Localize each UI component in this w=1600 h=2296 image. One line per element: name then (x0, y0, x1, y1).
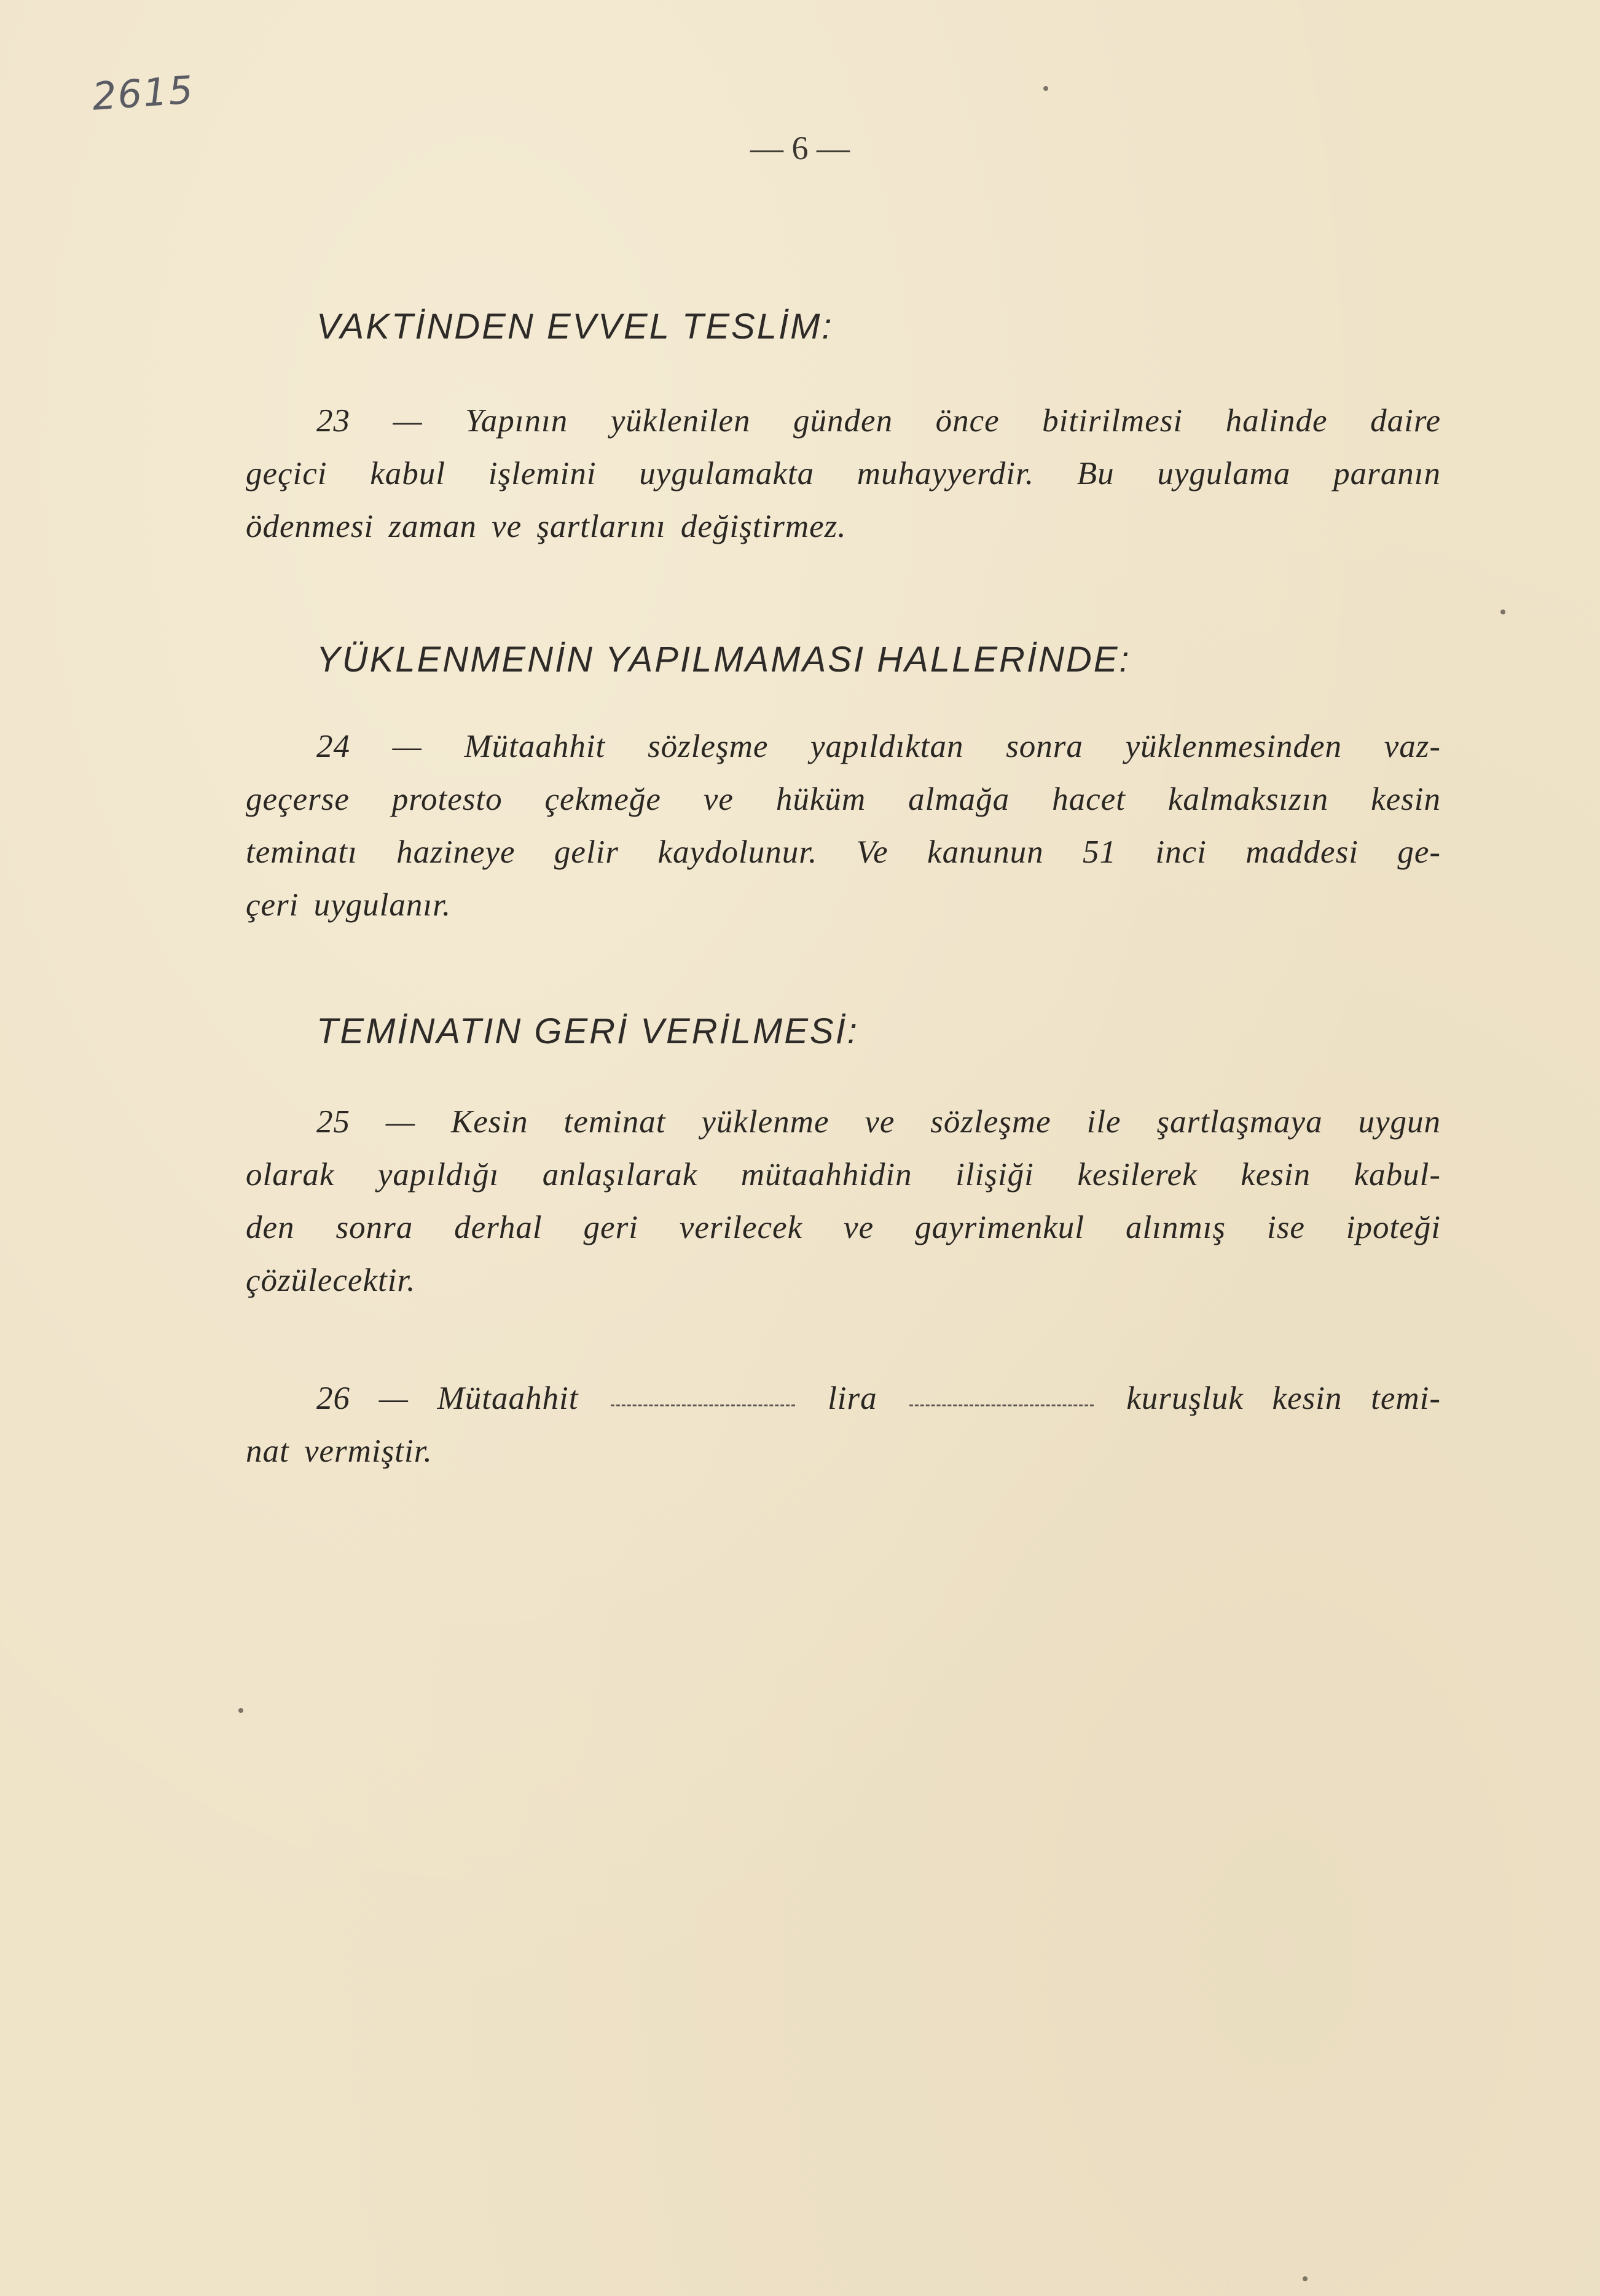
section-heading-guarantee-return: TEMİNATIN GERİ VERİLMESİ: (316, 1011, 859, 1051)
paragraph-line: 25 — Kesin teminat yüklenme ve sözleşme ile şartlaşmaya uygun (316, 1104, 1441, 1140)
paragraph-line: teminatı hazineye gelir kaydolunur. Ve kanunun 51 inci maddesi ge- (246, 834, 1441, 870)
paragraph-line: den sonra derhal geri verilecek ve gayrimenkul alınmış ise ipoteği (246, 1210, 1441, 1245)
article-23-paragraph (246, 394, 1441, 553)
article-24-paragraph (246, 720, 1441, 931)
paper-speck (1500, 609, 1505, 614)
page-number: — 6 — (750, 130, 850, 167)
section-heading-non-performance: YÜKLENMENİN YAPILMAMASI HALLERİNDE: (316, 640, 1131, 680)
paragraph-line: çeri uygulanır. (246, 887, 452, 923)
paragraph-line: geçerse protesto çekmeğe ve hüküm almağa hacet kalmaksızın kesin (246, 782, 1441, 817)
handwritten-archive-number: 2615 (90, 67, 196, 119)
section-heading-early-delivery: VAKTİNDEN EVVEL TESLİM: (316, 307, 834, 347)
paragraph-line: 23 — Yapının yüklenilen günden önce bitirilmesi halinde daire (316, 403, 1441, 439)
article-25-paragraph (246, 1095, 1441, 1307)
article-26-part3: kuruşluk kesin temi- (1126, 1381, 1441, 1416)
paper-speck (238, 1708, 243, 1713)
fill-in-blank-lira (611, 1396, 795, 1406)
paragraph-line: geçici kabul işlemini uygulamakta muhayyerdir. Bu uygulama paranın (246, 456, 1441, 492)
paragraph-line: ödenmesi zaman ve şartlarını değiştirmez. (246, 509, 847, 544)
article-26-part1: 26 — Mütaahhit (316, 1381, 579, 1416)
article-26-paragraph (246, 1372, 1441, 1478)
paragraph-line: çözülecektir. (246, 1263, 416, 1298)
paper-speck (1043, 86, 1048, 91)
paragraph-line: nat vermiştir. (246, 1433, 433, 1469)
paragraph-line: 24 — Mütaahhit sözleşme yapıldıktan sonra yüklenmesinden vaz- (316, 729, 1441, 764)
paragraph-line (246, 1372, 1441, 1425)
paragraph-line: olarak yapıldığı anlaşılarak mütaahhidin ilişiği kesilerek kesin kabul- (246, 1157, 1441, 1193)
fill-in-blank-kurus (909, 1396, 1094, 1406)
paper-speck (1303, 2276, 1308, 2281)
article-26-part2: lira (828, 1381, 877, 1416)
